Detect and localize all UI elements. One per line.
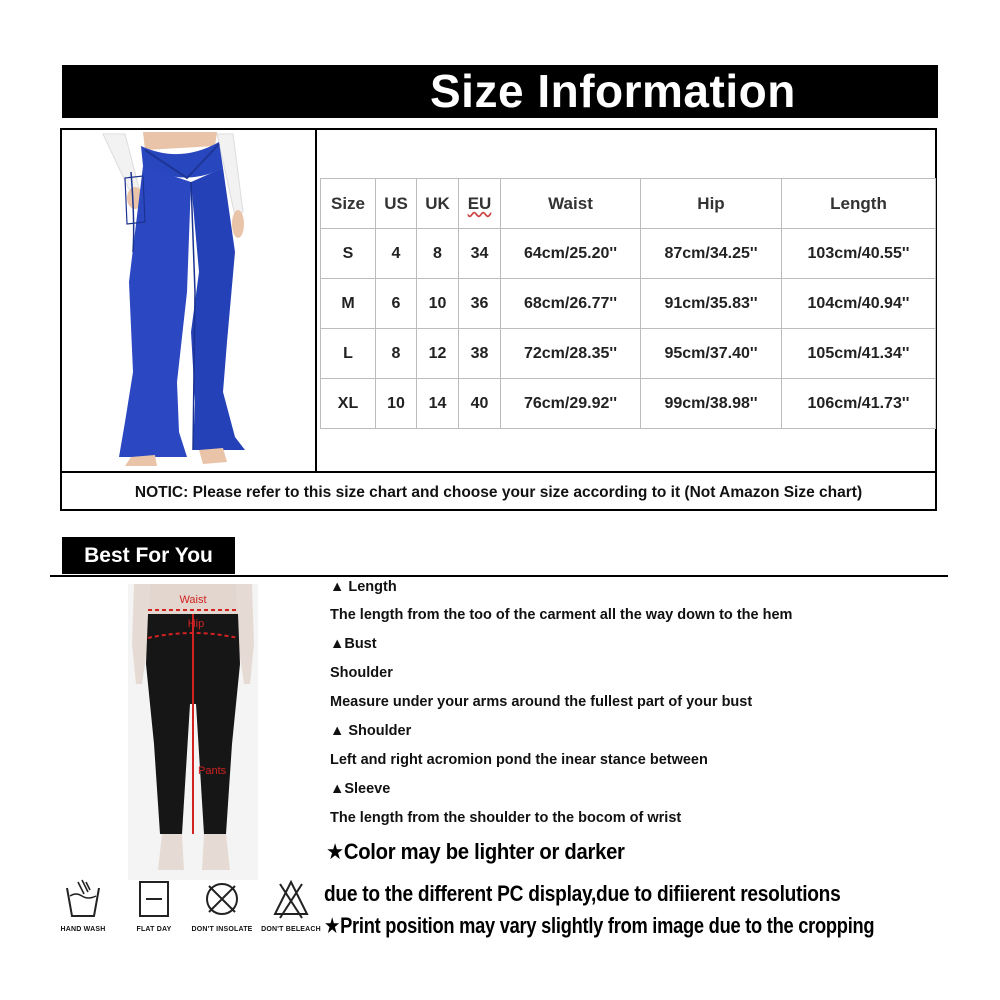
table-cell: 105cm/41.34'' <box>782 329 936 379</box>
table-cell: L <box>321 329 376 379</box>
care-hand-wash <box>48 878 118 933</box>
measure-text: The length from the shoulder to the bocom of wrist <box>330 810 682 826</box>
display-note: due to the different PC display,due to difiierent resolutions <box>324 881 841 906</box>
diagram-label-hip: Hip <box>187 618 205 630</box>
measure-heading-length: ▲ Length <box>330 579 397 595</box>
table-cell: 104cm/40.94'' <box>782 279 936 329</box>
care-do-not-bleach <box>256 878 326 933</box>
measure-heading-sleeve: ▲Sleeve <box>330 781 391 797</box>
table-header-row <box>321 179 936 229</box>
frame-divider <box>315 128 317 472</box>
column-header: US <box>376 179 417 229</box>
table-cell: XL <box>321 379 376 429</box>
table-cell: 12 <box>417 329 459 379</box>
table-cell: 40 <box>459 379 501 429</box>
table-cell: 8 <box>417 229 459 279</box>
print-note: ★Print position may vary slightly from image due to the cropping <box>324 913 875 938</box>
table-cell: 38 <box>459 329 501 379</box>
product-photo <box>95 132 285 470</box>
table-cell: 14 <box>417 379 459 429</box>
table-cell: 103cm/40.55'' <box>782 229 936 279</box>
section-divider <box>50 575 948 577</box>
care-label: DON'T INSOLATE <box>191 926 253 933</box>
diagram-label-pants: Pants <box>198 765 227 777</box>
table-cell: 76cm/29.92'' <box>501 379 641 429</box>
care-label: HAND WASH <box>60 926 106 933</box>
column-header: EU <box>459 179 501 229</box>
column-header: Hip <box>641 179 782 229</box>
do-not-iron-icon <box>203 878 241 920</box>
table-cell: 10 <box>376 379 417 429</box>
measure-text: Left and right acromion pond the inear stance between <box>330 752 708 768</box>
table-cell: 68cm/26.77'' <box>501 279 641 329</box>
column-header: Waist <box>501 179 641 229</box>
frame-divider <box>60 471 937 473</box>
section-tab-best-for-you: Best For You <box>62 537 235 574</box>
care-label: DON'T BELEACH <box>261 926 321 933</box>
column-header: Size <box>321 179 376 229</box>
table-cell: 106cm/41.73'' <box>782 379 936 429</box>
column-header: UK <box>417 179 459 229</box>
table-cell: 99cm/38.98'' <box>641 379 782 429</box>
hand-wash-icon <box>64 878 102 920</box>
table-row <box>321 229 936 279</box>
column-header: Length <box>782 179 936 229</box>
table-cell: 95cm/37.40'' <box>641 329 782 379</box>
care-label: FLAT DAY <box>136 926 172 933</box>
table-cell: 36 <box>459 279 501 329</box>
care-do-not-insolate <box>187 878 257 933</box>
table-cell: 8 <box>376 329 417 379</box>
table-cell: 72cm/28.35'' <box>501 329 641 379</box>
table-cell: 4 <box>376 229 417 279</box>
size-table <box>320 178 936 429</box>
table-row <box>321 329 936 379</box>
table-cell: 10 <box>417 279 459 329</box>
header-bar <box>62 65 938 118</box>
measure-text: Shoulder <box>330 665 393 681</box>
measure-heading-shoulder: ▲ Shoulder <box>330 723 412 739</box>
care-flat-dry <box>119 878 189 933</box>
measure-text: The length from the too of the carment all the way down to the hem <box>330 607 793 623</box>
measure-text: Measure under your arms around the fullest part of your bust <box>330 694 753 710</box>
measure-heading-bust: ▲Bust <box>330 636 377 652</box>
table-cell: 6 <box>376 279 417 329</box>
size-chart-notice: NOTIC: Please refer to this size chart and choose your size according to it (Not Amazon Size chart) <box>134 484 863 501</box>
color-note: ★Color may be lighter or darker <box>326 839 625 864</box>
table-row <box>321 379 936 429</box>
table-cell: 87cm/34.25'' <box>641 229 782 279</box>
page-title: Size Information <box>430 65 796 117</box>
table-cell: M <box>321 279 376 329</box>
table-cell: 34 <box>459 229 501 279</box>
measurement-diagram <box>128 584 258 880</box>
table-cell: 91cm/35.83'' <box>641 279 782 329</box>
diagram-label-waist: Waist <box>179 594 207 606</box>
table-row <box>321 279 936 329</box>
do-not-bleach-icon <box>272 878 310 920</box>
table-cell: 64cm/25.20'' <box>501 229 641 279</box>
table-cell: S <box>321 229 376 279</box>
flat-dry-icon <box>135 878 173 920</box>
